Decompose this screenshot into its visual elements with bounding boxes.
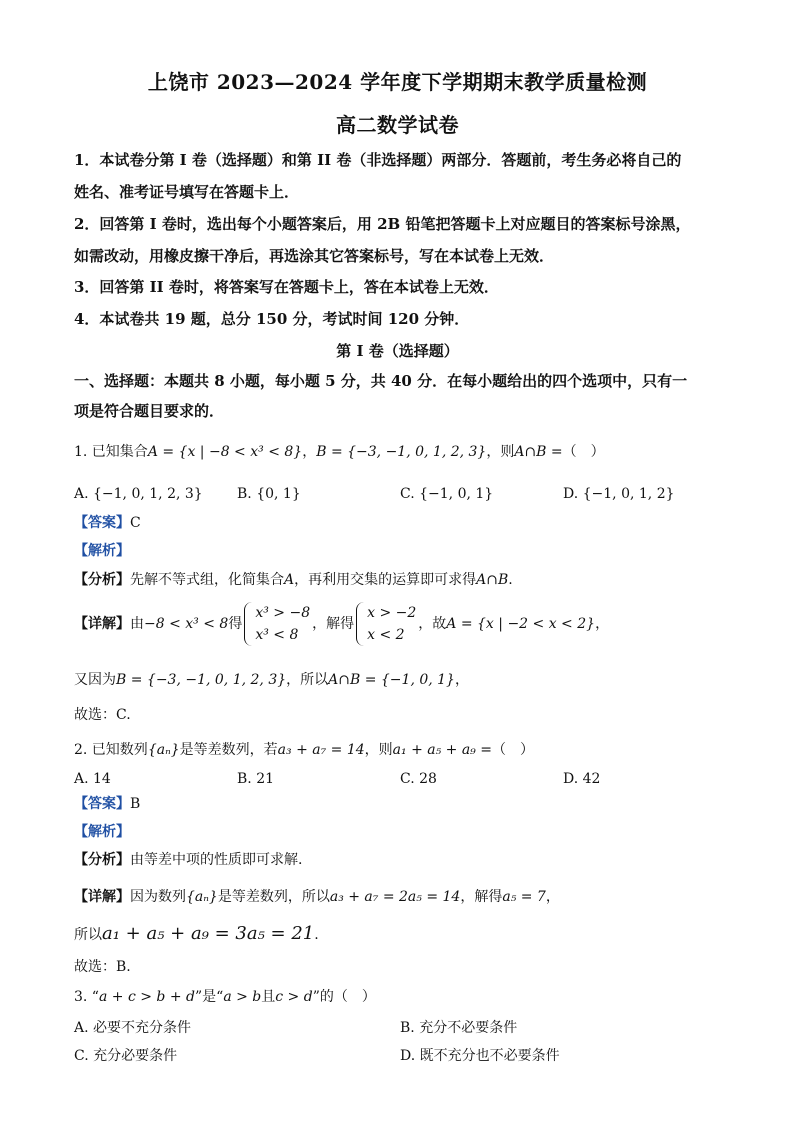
q1-analysis-label: 【解析】 [74,543,130,559]
q1-option-c: C. {−1, 0, 1} [400,486,494,502]
q3-option-a: A. 必要不充分条件 [74,1020,192,1036]
q1-option-b: B. {0, 1} [237,486,301,502]
notice-line-2: 姓名、准考证号填写在答题卡上． [74,183,300,201]
q1-system-2: x > −2 x < 2 [356,602,416,646]
exam-title: 上饶市 2023—2024 学年度下学期期末教学质量检测 [147,70,648,94]
part-heading: 第 I 卷（选择题） [336,342,459,360]
q2-answer: 【答案】B [74,796,141,812]
q2-stem: 2. 已知数列{aₙ}是等差数列，若a₃ + a₇ = 14，则a₁ + a₅ + a₉ =（ ） [74,742,534,758]
q1-answer: 【答案】C [74,515,141,531]
notice-line-4: 如需改动，用橡皮擦干净后，再选涂其它答案标号，写在本试卷上无效． [74,247,555,265]
q1-detail: 【详解】由−8 < x³ < 8得x³ > −8 x³ < 8，解得x > −2 x < 2，故A = {x | −2 < x < 2}， [74,602,609,646]
notice-line-5: 3．回答第 II 卷时，将答案写在答题卡上，答在本试卷上无效． [74,278,499,296]
q1-system-1: x³ > −8 x³ < 8 [244,602,310,646]
q2-conclusion: 故选：B. [74,959,131,975]
q2-fenxi: 【分析】由等差中项的性质即可求解. [74,852,303,868]
q2-option-d: D. 42 [563,771,601,787]
q1-option-a: A. {−1, 0, 1, 2, 3} [74,486,203,502]
q3-option-d: D. 既不充分也不必要条件 [400,1048,560,1064]
q2-option-b: B. 21 [237,771,275,787]
section-intro-2: 项是符合题目要求的． [74,402,225,420]
notice-line-1: 1．本试卷分第 I 卷（选择题）和第 II 卷（非选择题）两部分．答题前，考生务必将自己的 [74,151,682,169]
q2-option-a: A. 14 [74,771,111,787]
q1-conclusion: 故选：C. [74,707,131,723]
section-intro-1: 一、选择题：本题共 8 小题，每小题 5 分，共 40 分．在每小题给出的四个选项中，只有一 [74,372,688,390]
q2-detail-line2: 所以a₁ + a₅ + a₉ = 3a₅ = 21. [74,923,319,944]
q3-option-c: C. 充分必要条件 [74,1048,178,1064]
notice-line-3: 2．回答第 I 卷时，选出每个小题答案后，用 2B 铅笔把答题卡上对应题目的答案标号涂黑， [74,215,691,233]
notice-line-6: 4．本试卷共 19 题，总分 150 分，考试时间 120 分钟． [74,310,470,328]
q1-set-a: A = {x | −8 < x³ < 8} [147,444,303,460]
q2-option-c: C. 28 [400,771,437,787]
q2-detail: 【详解】因为数列{aₙ}是等差数列，所以a₃ + a₇ = 2a₅ = 14，解得a₅ = 7， [74,889,560,905]
q1-detail-line2: 又因为B = {−3, −1, 0, 1, 2, 3}，所以A∩B = {−1, 0, 1}， [74,672,469,688]
q1-fenxi: 【分析】先解不等式组，化简集合A，再利用交集的运算即可求得A∩B. [74,572,513,588]
exam-subtitle: 高二数学试卷 [336,113,459,137]
q3-stem: 3. “a + c > b + d”是“a > b且c > d”的（ ） [74,989,376,1005]
q3-option-b: B. 充分不必要条件 [400,1020,518,1036]
q1-set-b: B = {−3, −1, 0, 1, 2, 3} [316,444,487,460]
q2-analysis-label: 【解析】 [74,824,130,840]
q1-option-d: D. {−1, 0, 1, 2} [563,486,675,502]
q1-stem: 1. 已知集合A = {x | −8 < x³ < 8}，B = {−3, −1, 0, 1, 2, 3}，则A∩B =（ ） [74,444,605,460]
